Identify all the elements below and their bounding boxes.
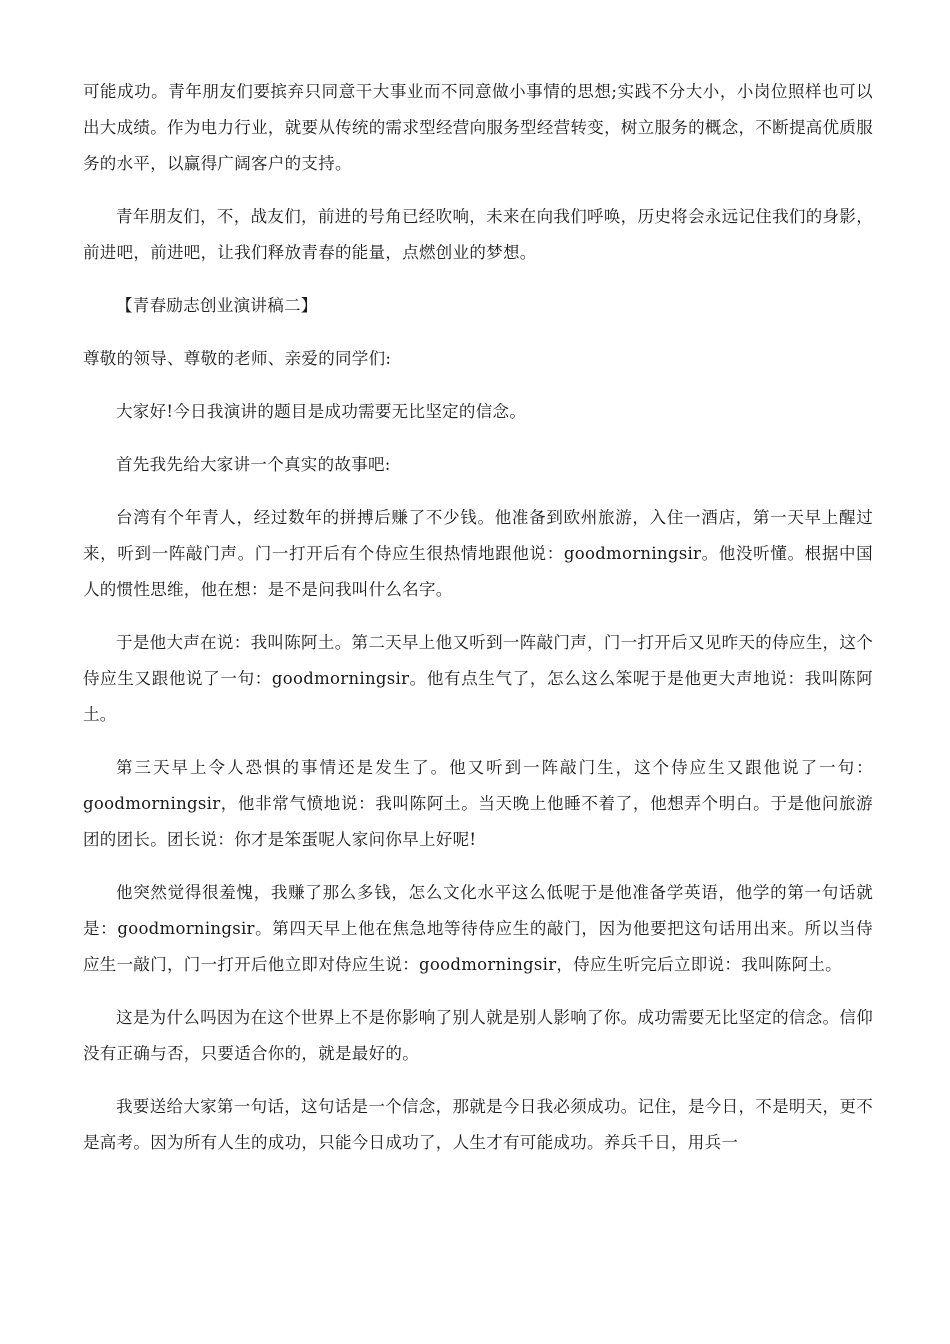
paragraph: 大家好!今日我演讲的题目是成功需要无比坚定的信念。 bbox=[116, 402, 527, 421]
paragraph: 青年朋友们，不，战友们，前进的号角已经吹响，未来在向我们呼唤，历史将会永远记住我们的身影，前进吧，前进吧，让我们释放青春的能量，点燃创业的梦想。 bbox=[83, 207, 873, 262]
salutation: 尊敬的领导、尊敬的老师、亲爱的同学们: bbox=[83, 349, 392, 368]
paragraph: 他突然觉得很羞愧，我赚了那么多钱，怎么文化水平这么低呢于是他准备学英语，他学的第一句话就是：goodmorningsir。第四天早上他在焦急地等待侍应生的敲门，因为他要把这句话用出来。所以当侍应生一敲门，门一打开后他立即对侍应生说：goodmorningsir，侍应生听完后立即说：我叫陈阿土。 bbox=[83, 883, 873, 974]
paragraph: 首先我先给大家讲一个真实的故事吧: bbox=[116, 455, 391, 474]
paragraph: 可能成功。青年朋友们要摈弃只同意干大事业而不同意做小事情的思想;实践不分大小，小岗位照样也可以出大成绩。作为电力行业，就要从传统的需求型经营向服务型经营转变，树立服务的概念，不断提高优质服务的水平，以赢得广阔客户的支持。 bbox=[83, 82, 873, 173]
paragraph: 台湾有个年青人，经过数年的拼搏后赚了不少钱。他准备到欧州旅游，入住一酒店，第一天早上醒过来，听到一阵敲门声。门一打开后有个侍应生很热情地跟他说：goodmorningsir。他没听懂。根据中国人的惯性思维，他在想：是不是问我叫什么名字。 bbox=[83, 508, 873, 599]
paragraph: 我要送给大家第一句话，这句话是一个信念，那就是今日我必须成功。记住，是今日，不是明天，更不是高考。因为所有人生的成功，只能今日成功了，人生才有可能成功。养兵千日，用兵一 bbox=[83, 1097, 873, 1152]
paragraph: 第三天早上令人恐惧的事情还是发生了。他又听到一阵敲门生，这个侍应生又跟他说了一句：goodmorningsir，他非常气愤地说：我叫陈阿土。当天晚上他睡不着了，他想弄个明白。于是他问旅游团的团长。团长说：你才是笨蛋呢人家问你早上好呢! bbox=[83, 758, 873, 849]
paragraph: 于是他大声在说：我叫陈阿土。第二天早上他又听到一阵敲门声，门一打开后又见昨天的侍应生，这个侍应生又跟他说了一句：goodmorningsir。他有点生气了，怎么这么笨呢于是他更大声地说：我叫陈阿土。 bbox=[83, 633, 873, 724]
document-body bbox=[83, 74, 873, 1178]
paragraph: 这是为什么吗因为在这个世界上不是你影响了别人就是别人影响了你。成功需要无比坚定的信念。信仰没有正确与否，只要适合你的，就是最好的。 bbox=[83, 1008, 873, 1063]
section-heading: 【青春励志创业演讲稿二】 bbox=[116, 296, 318, 315]
